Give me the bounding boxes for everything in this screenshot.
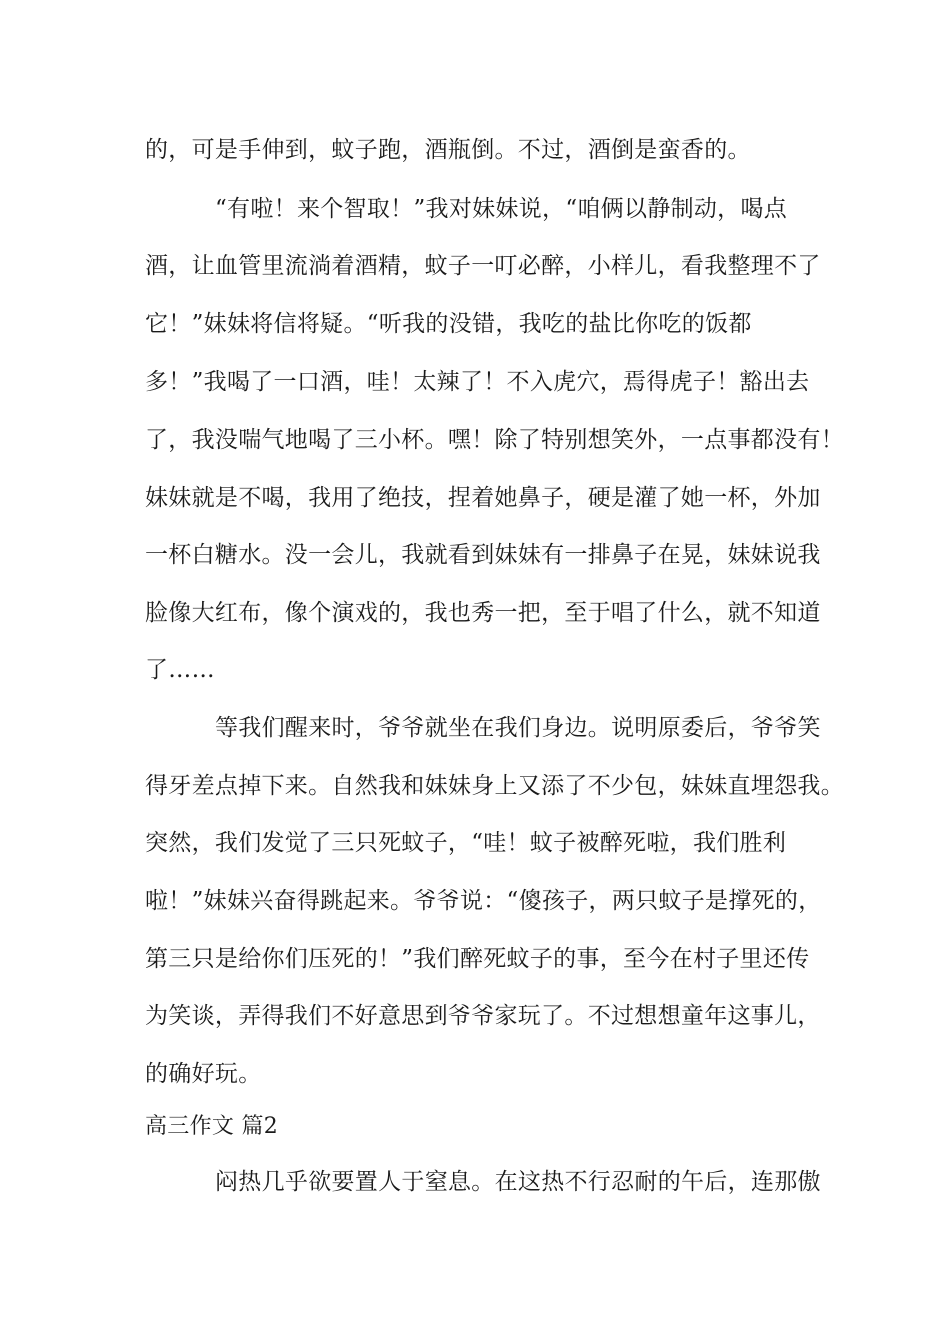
paragraph-start-line: 等我们醒来时，爷爷就坐在我们身边。说明原委后，爷爷笑 [215, 715, 821, 741]
text-line: 妹妹就是不喝，我用了绝技，捏着她鼻子，硬是灌了她一杯，外加 [145, 485, 821, 511]
text-line: 它！”妹妹将信将疑。“听我的没错，我吃的盐比你吃的饭都 [145, 311, 752, 337]
text-line: 一杯白糖水。没一会儿，我就看到妹妹有一排鼻子在晃，妹妹说我 [145, 542, 821, 568]
text-line: 第三只是给你们压死的！”我们醉死蚊子的事，至今在村子里还传 [145, 946, 810, 972]
text-line: 了，我没喘气地喝了三小杯。嘿！除了特别想笑外，一点事都没有！ [145, 427, 844, 453]
text-line: 的确好玩。 [145, 1061, 262, 1087]
text-line: 突然，我们发觉了三只死蚊子，“哇！蚊子被醉死啦，我们胜利 [145, 830, 787, 856]
text-line: 了…… [145, 657, 215, 683]
paragraph-start-line: 闷热几乎欲要置人于窒息。在这热不行忍耐的午后，连那傲 [215, 1169, 821, 1195]
text-line: 多！”我喝了一口酒，哇！太辣了！不入虎穴，焉得虎子！豁出去 [145, 369, 810, 395]
text-line: 的，可是手伸到，蚊子跑，酒瓶倒。不过，酒倒是蛮香的。 [145, 137, 751, 163]
text-line: 为笑谈，弄得我们不好意思到爷爷家玩了。不过想想童年这事儿， [145, 1003, 821, 1029]
text-line: 酒，让血管里流淌着酒精，蚊子一叮必醉，小样儿，看我整理不了 [145, 253, 821, 279]
text-line: 脸像大红布，像个演戏的，我也秀一把，至于唱了什么，就不知道 [145, 600, 821, 626]
text-line: 啦！”妹妹兴奋得跳起来。爷爷说：“傻孩子，两只蚊子是撑死的， [145, 888, 822, 914]
text-line: 得牙差点掉下来。自然我和妹妹身上又添了不少包，妹妹直埋怨我。 [145, 773, 844, 799]
section-heading: 高三作文 篇2 [145, 1114, 279, 1139]
paragraph-start-line: “有啦！来个智取！”我对妹妹说，“咱俩以静制动，喝点 [215, 196, 788, 222]
